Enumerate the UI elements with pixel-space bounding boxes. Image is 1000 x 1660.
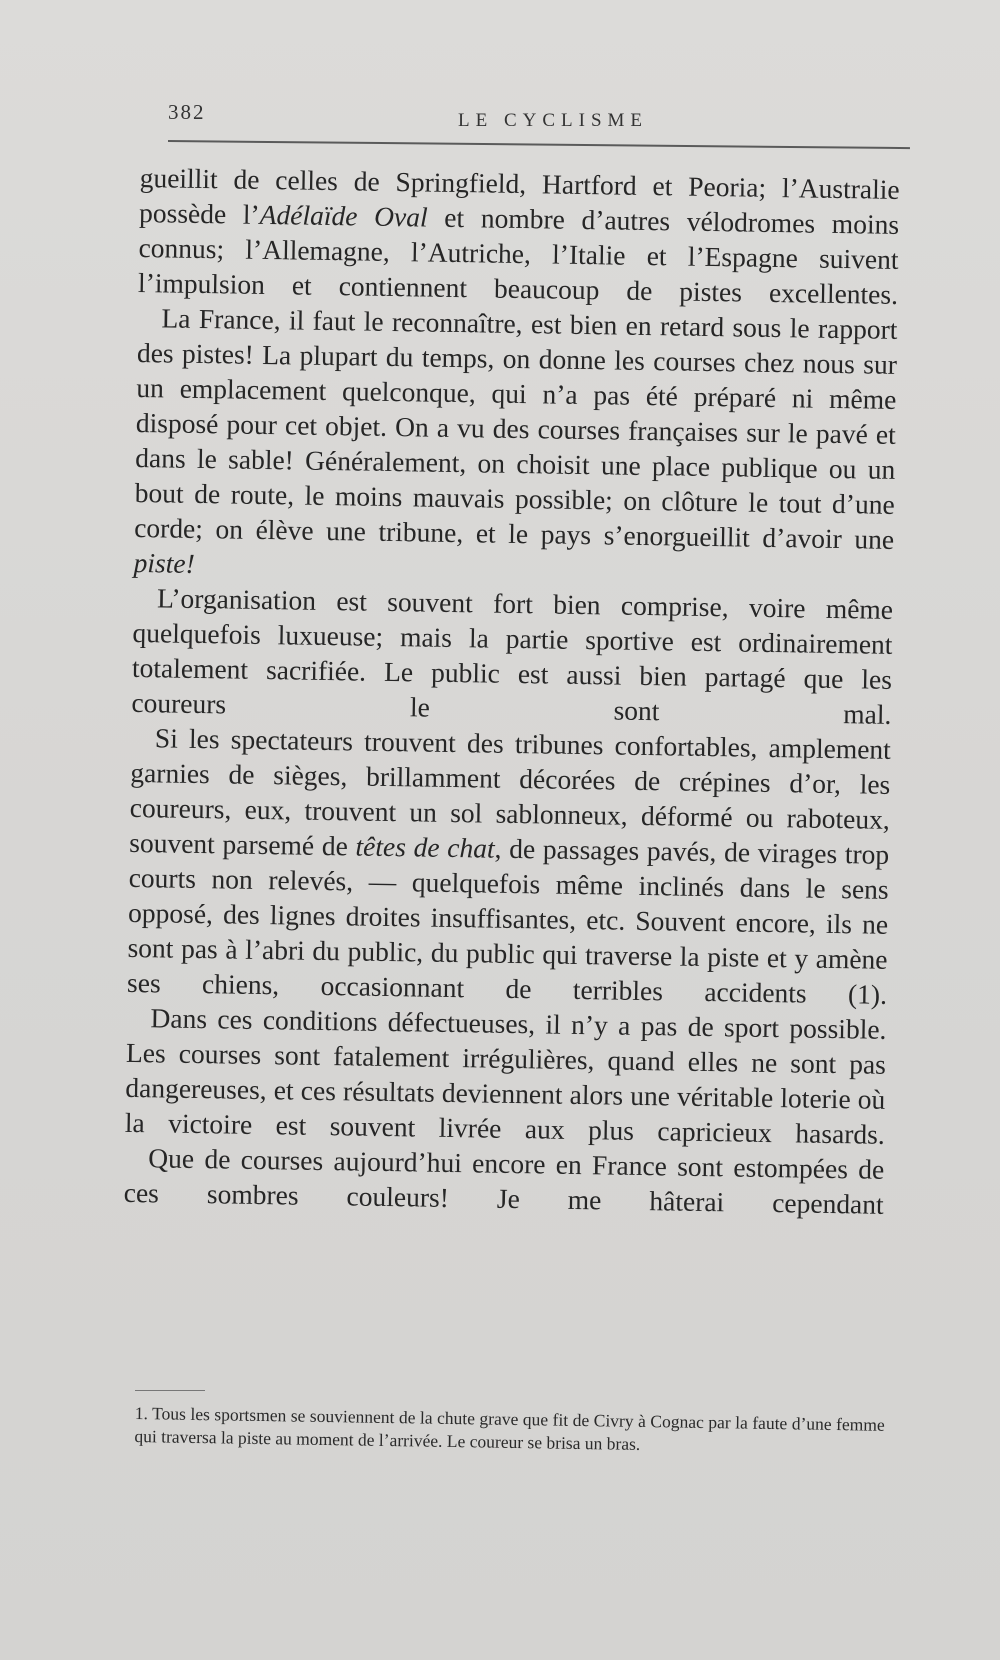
text-run: gueillit de celles de Springfield, Hartford et Peoria; l’Australie possède l’: [138, 161, 900, 230]
text-run: , de passages pavés, de virages trop courts non relevés, — quelquefois même inclinés dans le sens opposé, des lignes droites insuffisantes, etc. Souvent encore, ils ne sont pas à l’abri du public, du public qui traverse la piste et y amène ses chiens, occasionnant de terribles accidents (1).: [126, 832, 890, 1010]
footnote-rule: [135, 1390, 205, 1391]
paragraph: [124, 1140, 885, 1222]
text-run: et nombre d’autres vélodromes moins connus; l’Allemagne, l’Autriche, l’Italie et l’Espagne suivent l’impulsion et contiennent beaucoup de pistes excellentes.: [137, 201, 900, 310]
running-title: LE CYCLISME: [458, 110, 649, 131]
header-rule: [168, 140, 910, 149]
body-text: [124, 160, 900, 1222]
page-header: [168, 100, 908, 134]
paragraph: [138, 160, 900, 312]
text-run: Que de courses aujourd’hui encore en France sont estompées de ces sombres couleurs! Je me hâterai cependant: [123, 1142, 885, 1220]
text-run: La France, il faut le reconnaître, est bien en retard sous le rapport des pistes! La plupart du temps, on donne les courses chez nous sur un emplacement quelconque, qui n’a pas été préparé ni même disposé pour cet objet. On a vu des courses françaises sur le pavé et dans le sable! Généralement, on choisit une place publique ou un bout de route, le moins mauvais possible; on clôture le tout d’une corde; on élève une tribune, et le pays s’enorgueillit d’avoir une: [133, 302, 898, 555]
italic-text: Adélaïde Oval: [259, 198, 428, 233]
paragraph: [125, 1000, 887, 1152]
text-run: L’organisation est souvent fort bien comprise, voire même quelquefois luxueuse; mais la partie sportive est ordinairement totalement sacrifiée. Le public est aussi bien partagé que les coureurs le sont mal.: [131, 582, 894, 730]
footnote: 1. Tous les sportsmen se souviennent de la chute grave que fit de Civry à Cognac par la faute d’une femme qui traversa la piste au moment de l’arrivée. Le coureur se brisa un bras.: [134, 1402, 885, 1454]
paragraph: [133, 300, 897, 592]
italic-text: têtes de chat: [355, 830, 495, 864]
text-run: Si les spectateurs trouvent des tribunes confortables, amplement garnies de sièges, brillamment décorées de crépines d’or, les coureurs, eux, trouvent un sol sablonneux, déformé ou raboteux, souvent parsemé de: [129, 722, 892, 862]
text-run: Dans ces conditions défectueuses, il n’y a pas de sport possible. Les courses sont fatalement irrégulières, quand elles ne sont pas dangereuses, et ces résultats deviennent alors une véritable loterie où la victoire est souvent livrée aux plus capricieux hasards.: [124, 1002, 887, 1150]
paragraph: [131, 580, 893, 732]
italic-text: piste!: [133, 546, 196, 579]
page-number: 382: [168, 100, 206, 124]
paragraph: [127, 720, 891, 1012]
